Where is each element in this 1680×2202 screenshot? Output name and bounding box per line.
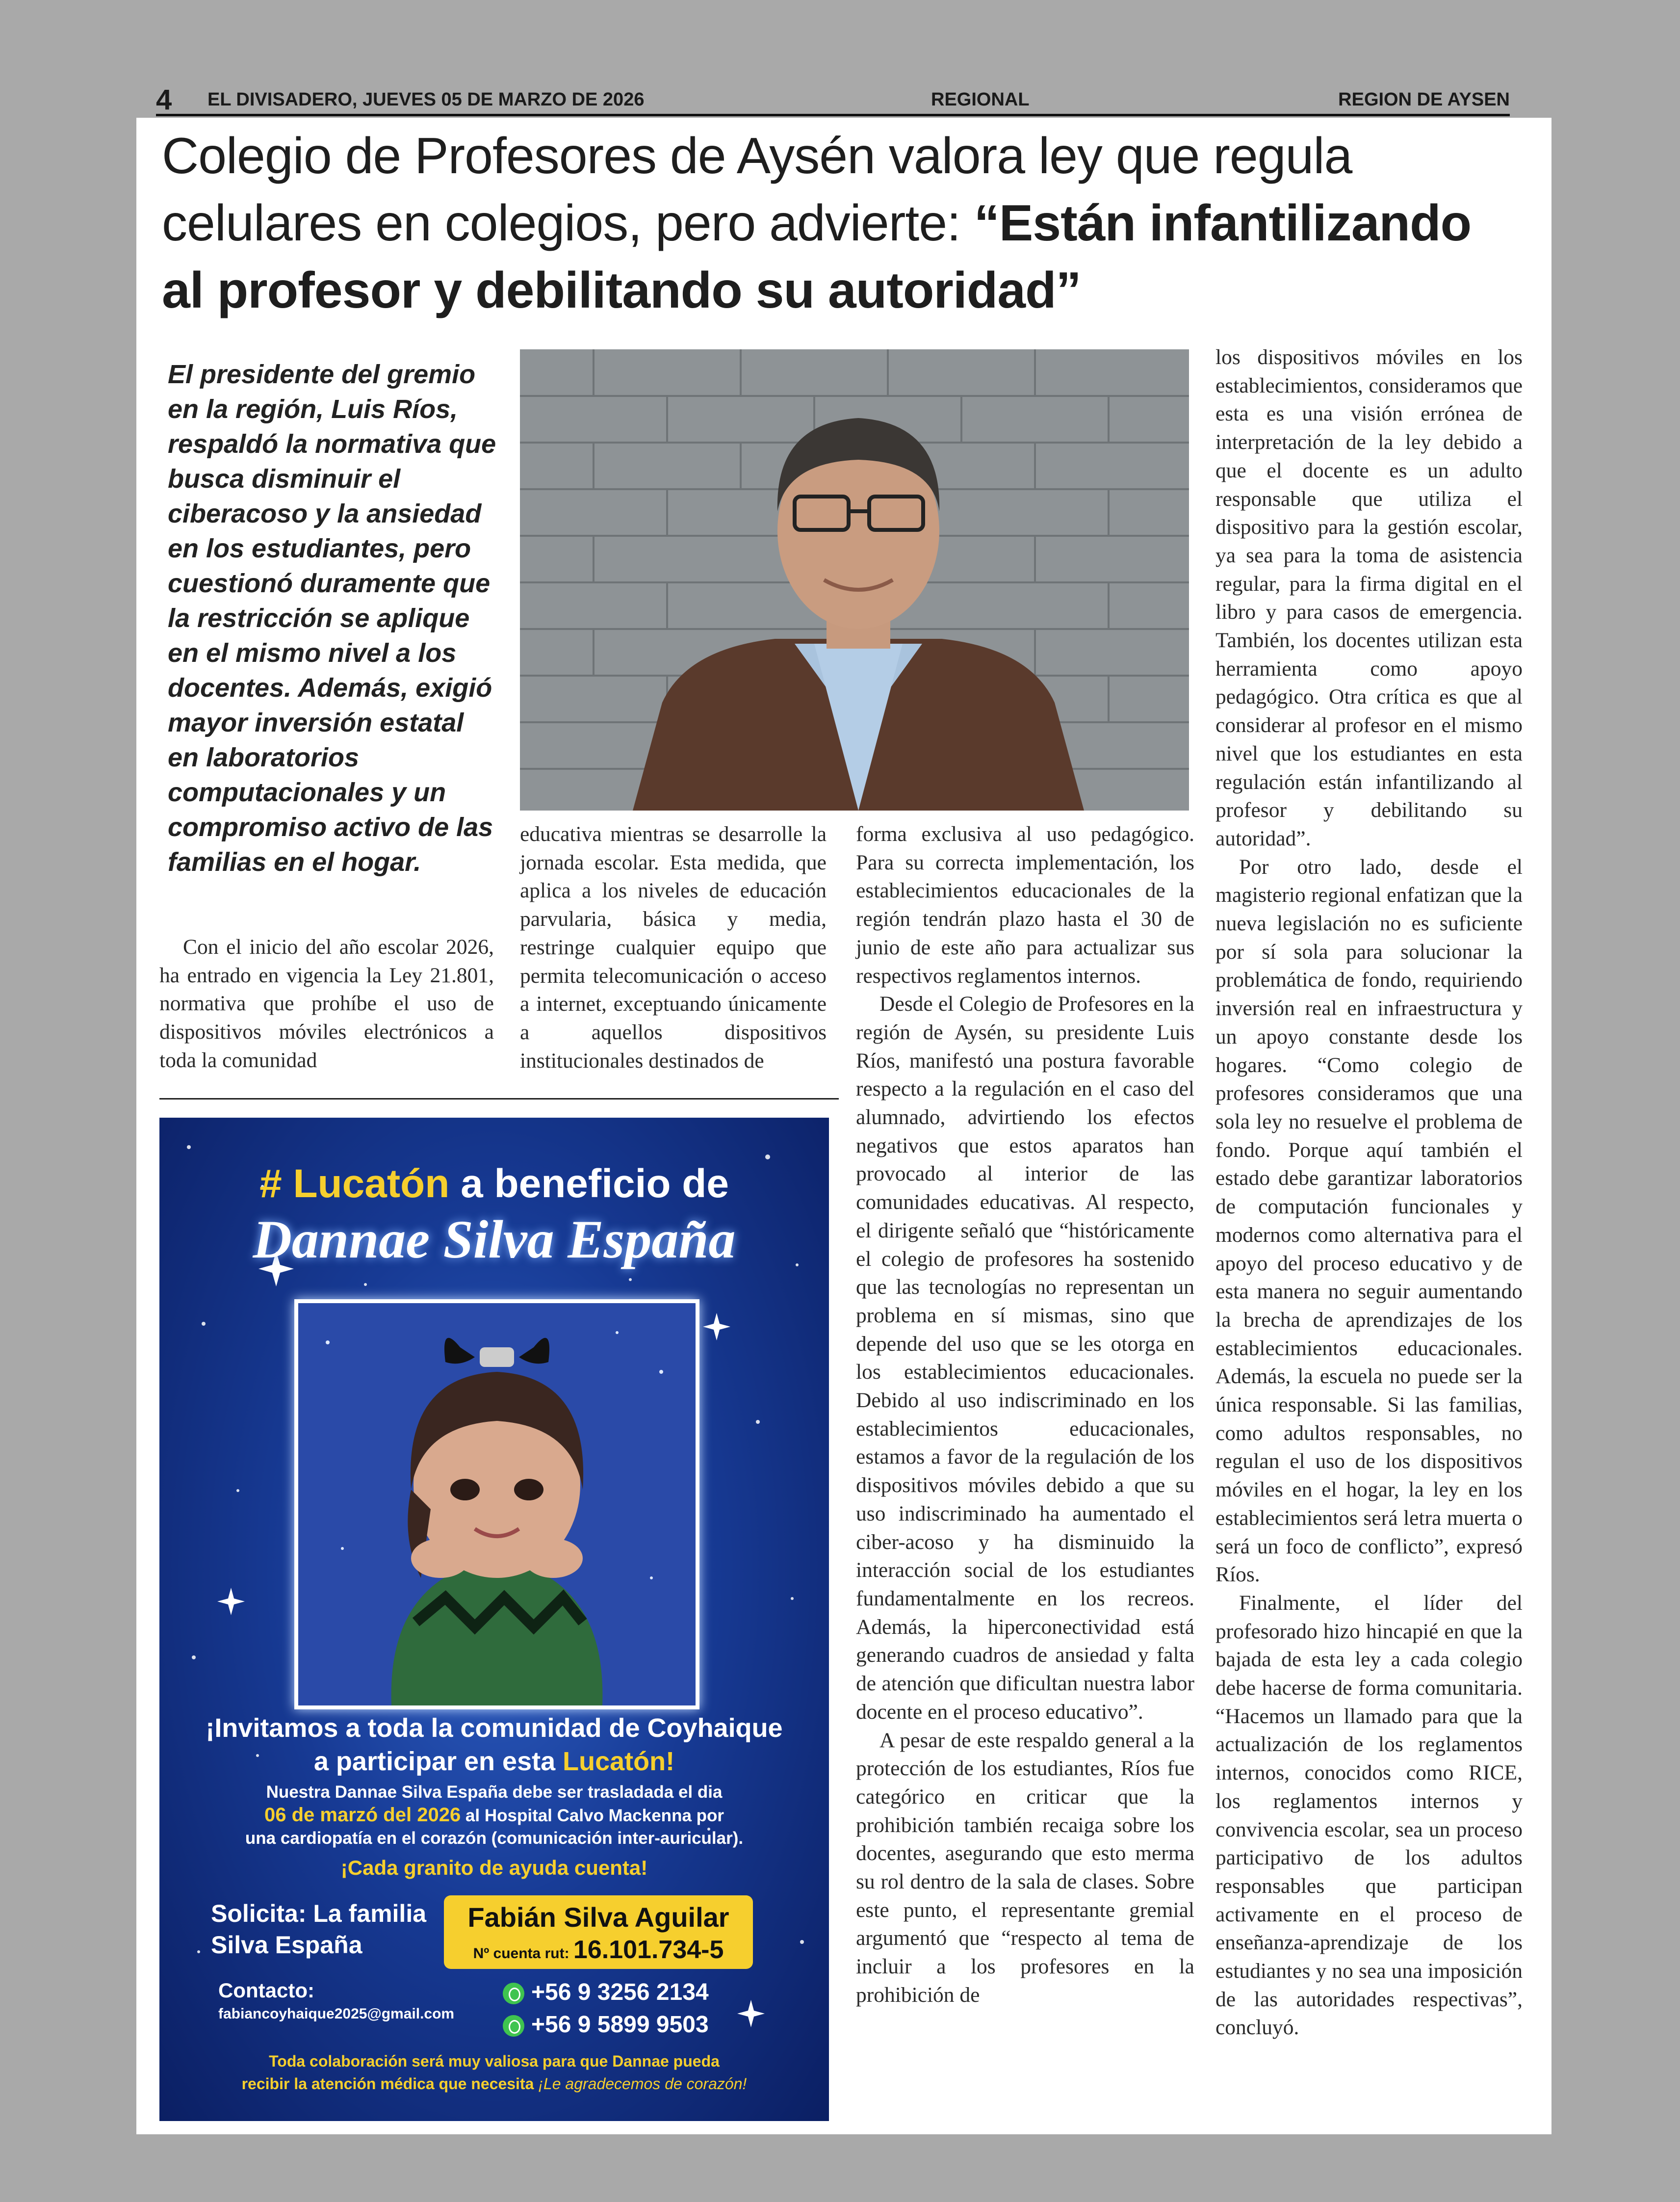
portrait-illustration (520, 349, 1189, 811)
headline (162, 123, 1516, 324)
ad-invitation-line-2: a participar en esta Lucatón! (313, 1747, 675, 1776)
ad-title-rest: a beneficio de (449, 1161, 729, 1206)
date-line: EL DIVISADERO, JUEVES 05 DE MARZO DE 2026 (207, 89, 645, 110)
child-illustration (298, 1303, 696, 1705)
article-column-4 (1215, 343, 1523, 2042)
article-paragraph: Con el inicio del año escolar 2026, ha entrado en vigencia la Ley 21.801, normativa que prohíbe el uso de dispositivos móviles electrónicos a toda la comunidad (159, 935, 494, 1072)
headline-part-1: Colegio de Profesores de Aysén valora ley que regula celulares en colegios, pero advierte: (162, 128, 1352, 252)
article-paragraph: forma exclusiva al uso pedagógico. Para su correcta implementación, los establecimientos educacionales de la región tendrán plazo hasta el 30 de junio de este año para actualizar sus respectivos reglamentos internos. (856, 822, 1194, 988)
headline-quote: “Están infantilizando al profesor y debilitando su autoridad” (162, 195, 1472, 319)
ad-account-name: Fabián Silva Aguilar (467, 1902, 729, 1933)
region-label: REGION DE AYSEN (1338, 89, 1510, 110)
article-paragraph: Por otro lado, desde el magisterio regional enfatizan que la nueva legislación no es suficiente por sí sola para solucionar la problemática de fondo, requiriendo inversión real en infraestructura y un apoyo constante desde los hogares. “Como colegio de profesores consideramos que una sola ley no resuelve el problema de fondo. Porque aquí también el estado debe garantizar laboratorios de computación funcionales y modernos como alternativa para el apoyo del proceso educativo y de esta manera no seguir aumentando la brecha de aprendizajes de los establecimientos educacionales. Además, la escuela no puede ser la única responsable. Si las familias, como adultos responsables, no regulan el uso de los dispositivos móviles en el hogar, la ley en los establecimientos será letra muerta o será un foco de conflicto”, expresó Ríos. (1215, 855, 1523, 1587)
lucaton-ad (159, 1118, 829, 2121)
page-header (156, 83, 1510, 116)
article-paragraph: A pesar de este respaldo general a la protección de los estudiantes, Ríos fue categórico en criticar que la prohibición también recaiga sobre los docentes, asegurando que esto merma su rol dentro de la sala de clases. Sobre este punto, el representante gremial argumentó que “respecto al tema de incluir a los profesores en la prohibición de (856, 1728, 1194, 2007)
article-column-3 (856, 820, 1194, 2010)
column-divider (159, 1098, 839, 1100)
ad-footer: Toda colaboración será muy valiosa para que Dannae pueda recibir la atención médica que necesita ¡Le agradecemos de corazón! (241, 2052, 747, 2093)
article-paragraph: Desde el Colegio de Profesores en la región de Aysén, su presidente Luis Ríos, manifestó una postura favorable respecto a la regulación en el caso del alumnado, advirtiendo los efectos negativos que estos aparatos han provocado al interior de las comunidades educativas. Al respecto, el dirigente señaló que “históricamente el colegio de profesores ha sostenido que las tecnologías no representan un problema en sí mismas, sino que depende del uso que se les otorga en los establecimientos educacionales. Debido al uso indiscriminado en los establecimientos educacionales, estamos a favor de la regulación de los dispositivos móviles debido a que su uso indiscriminado ha aumentado el ciber-acoso y ha disminuido la interacción social de los estudiantes fundamentalmente en los recreos. Además, la hiperconectividad está generando cuadros de ansiedad y falta de atención que dificultan nuestra labor docente en el proceso educativo”. (856, 992, 1194, 1724)
ad-info-line-2: 06 de marzó del 2026 al Hospital Calvo Mackenna por (264, 1804, 724, 1826)
ad-email: fabiancoyhaique2025@gmail.com (218, 2006, 455, 2022)
ad-slogan: ¡Cada granito de ayuda cuenta! (340, 1856, 648, 1879)
child-photo (294, 1299, 699, 1709)
ad-phone-2: +56 9 5899 9503 (503, 2009, 709, 2041)
article-paragraph: los dispositivos móviles en los establecimientos, consideramos que esta es una visión errónea de interpretación de la ley debido a que el docente es un adulto responsable que utiliza el dispositivo para la gestión escolar, ya sea para la toma de asistencia regular, para la firma digital en el libro y para casos de emergencia. También, los docentes utilizan esta herramienta como apoyo pedagógico. Otra crítica es que al considerar al profesor en el mismo nivel que los estudiantes en esta regulación están infantilizando al profesor y debilitando su autoridad”. (1215, 345, 1523, 850)
ad-beneficiary-name: Dannae Silva España (253, 1209, 736, 1269)
portrait-photo (520, 349, 1189, 811)
ad-invitation-line-1: ¡Invitamos a toda la comunidad de Coyhaique (206, 1713, 783, 1743)
ad-info-line-3: una cardiopatía en el corazón (comunicación inter-auricular). (245, 1829, 744, 1848)
ad-phones (503, 1976, 709, 2041)
ad-requester: Solicita: La familia Silva España (211, 1900, 427, 1959)
whatsapp-icon (503, 2015, 524, 2037)
section-label: REGIONAL (931, 89, 1030, 110)
article-paragraph: Finalmente, el líder del profesorado hizo hincapié en que la bajada de esta ley a cada colegio debe hacerse de forma comunitaria. “Hacemos un llamado para que la actualización de los reglamentos internos, conocidos como RICE, los reglamentos internos y convivencia escolar, sea un proceso participativo de los adultos responsables que participan activamente en el proceso de enseñanza-aprendizaje de los estudiantes y no sea una imposición de las autoridades respectivas”, concluyó. (1215, 1591, 1523, 2040)
article-dek: El presidente del gremio en la región, Luis Ríos, respaldó la normativa que busca disminuir el ciberacoso y la ansiedad en los estudiantes, pero cuestionó duramente que la restricción se aplique en el mismo nivel a los docentes. Además, exigió mayor inversión estatal en laboratorios computacionales y un compromiso activo de las familias en el hogar. (168, 360, 496, 877)
ad-contact-label: Contacto: (218, 1979, 314, 2002)
ad-info-line-1: Nuestra Dannae Silva España debe ser trasladada el dia (266, 1783, 723, 1802)
page-number: 4 (156, 84, 172, 116)
ad-info (159, 1781, 829, 1850)
article-column-2 (520, 820, 827, 1075)
ad-invitation (159, 1711, 829, 1778)
ad-title (159, 1161, 829, 1207)
ad-account-rut: Nº cuenta rut: 16.101.734-5 (473, 1936, 724, 1964)
ad-account-box (444, 1895, 753, 1969)
article-column-1 (159, 933, 494, 1075)
ad-title-hashtag: # Lucatón (259, 1161, 450, 1206)
whatsapp-icon (503, 1983, 524, 2004)
ad-phone-1: +56 9 3256 2134 (503, 1976, 709, 2009)
article-paragraph: educativa mientras se desarrolle la jornada escolar. Esta medida, que aplica a los niveles de educación parvularia, básica y media, restringe cualquier equipo que permita telecomunicación o acceso a internet, exceptuando únicamente a aquellos dispositivos institucionales destinados de (520, 822, 827, 1073)
